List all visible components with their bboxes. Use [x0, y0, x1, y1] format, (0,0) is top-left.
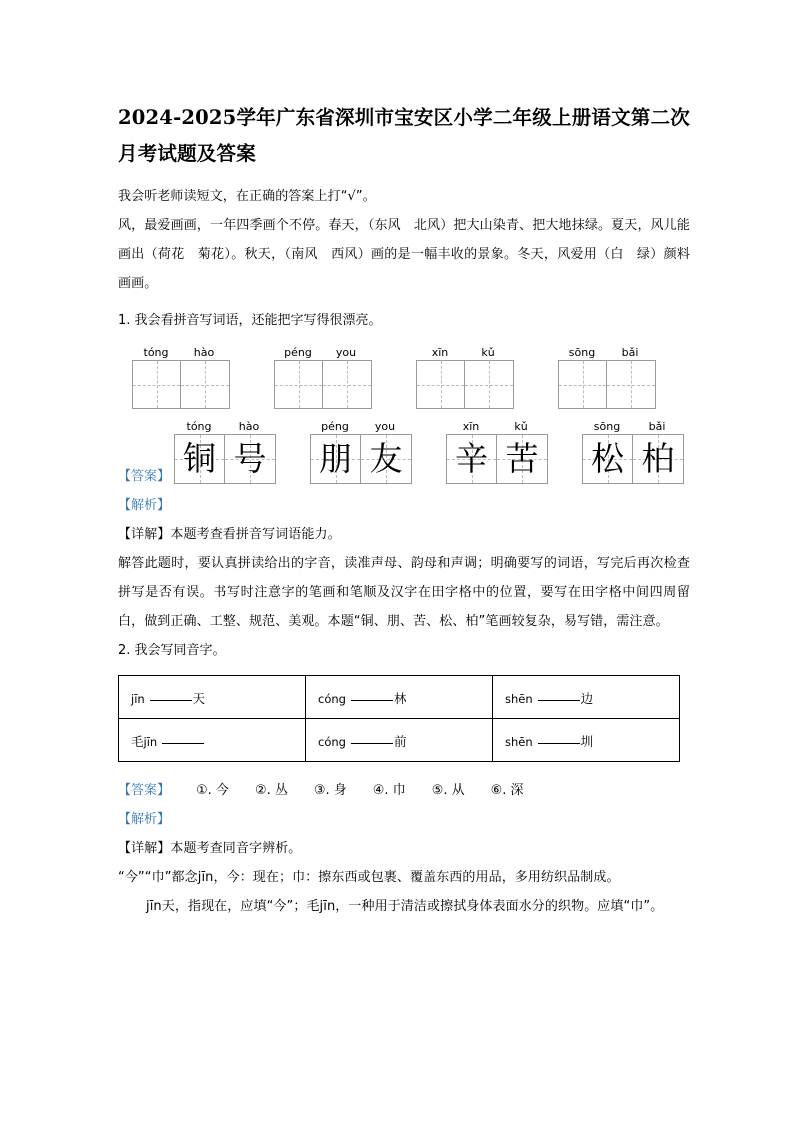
tianzige-grid	[416, 360, 514, 409]
word-block	[446, 419, 548, 484]
pinyin-syllable: bǎi	[621, 346, 639, 359]
grid-character: 友	[369, 438, 403, 478]
cell-pinyin: shēn	[505, 734, 533, 749]
word-block	[132, 345, 230, 409]
grid-character: 号	[233, 438, 267, 478]
tianzige-cell[interactable]	[465, 361, 513, 408]
answer-item: ④. 巾	[372, 783, 406, 798]
tianzige-grid	[174, 434, 276, 484]
pinyin-pair	[558, 345, 656, 360]
pinyin-blank-grid-row	[118, 345, 690, 409]
analysis-label: 【解析】	[118, 812, 171, 827]
pinyin-syllable: kǔ	[481, 346, 495, 359]
word-block	[274, 345, 372, 409]
tianzige-grid	[558, 360, 656, 409]
grid-character: 辛	[455, 438, 488, 478]
pinyin-pair	[310, 419, 412, 434]
question-2-answer-row	[118, 776, 690, 805]
question-2-detail: 【详解】本题考查同音字辨析。	[118, 841, 302, 856]
cell-prefix: 毛	[131, 733, 144, 749]
blank-underline[interactable]	[150, 688, 192, 701]
blank-underline[interactable]	[538, 731, 580, 744]
answer-items	[196, 776, 524, 805]
table-row	[119, 676, 680, 719]
reading-passage: 风，最爱画画，一年四季画个不停。春天，（东风 北风）把大山染青、把大地抹绿。夏天，风儿能画出（荷花 菊花）。秋天，（南风 西风）画的是一幅丰收的景象。冬天，风爱用（白 绿）颜料画画。	[118, 218, 690, 291]
cell-suffix: 前	[393, 733, 407, 749]
question-1-analysis-label-row	[118, 491, 690, 520]
answer-item: ②. 丛	[254, 783, 288, 798]
grid-character	[465, 361, 513, 408]
question-1-text: 我会看拼音写词语，还能把字写得很漂亮。	[134, 313, 382, 328]
pinyin-pair	[174, 419, 276, 434]
question-1-explanation: 解答此题时，要认真拼读给出的字音，读准声母、韵母和声调；明确要写的词语，写完后再次检查拼写是否有误。书写时注意字的笔画和笔顺及汉字在田字格中的位置，要写在田字格中间四周留白，做到正确、工整、规范、美观。本题“铜、朋、苦、松、柏”笔画较复杂，易写错，需注意。	[118, 556, 690, 629]
homophone-table	[118, 675, 680, 762]
pinyin-syllable: you	[374, 420, 396, 433]
answer-item: ③. 身	[313, 783, 347, 798]
tianzige-cell	[583, 435, 633, 483]
grid-character: 柏	[641, 438, 675, 478]
question-2-analysis-label-row	[118, 805, 690, 834]
grid-character	[417, 361, 464, 408]
question-1-stem	[118, 306, 690, 335]
grid-character	[559, 361, 606, 408]
pinyin-syllable: kǔ	[514, 420, 528, 433]
pinyin-pair	[446, 419, 548, 434]
grid-character: 铜	[183, 438, 216, 478]
cell-pinyin: cóng	[318, 691, 346, 706]
grid-character	[133, 361, 180, 408]
grid-character	[181, 361, 229, 408]
grid-character: 苦	[505, 438, 539, 478]
pinyin-syllable: tóng	[143, 346, 169, 359]
table-cell[interactable]	[306, 676, 493, 719]
table-cell[interactable]	[119, 676, 306, 719]
tianzige-grid	[132, 360, 230, 409]
grid-character: 朋	[319, 438, 352, 478]
word-block	[310, 419, 412, 484]
listening-prompt: 我会听老师读短文，在正确的答案上打“√”。	[118, 189, 376, 204]
pinyin-syllable: sōng	[593, 420, 621, 433]
word-block	[558, 345, 656, 409]
pinyin-pair	[582, 419, 684, 434]
tianzige-cell	[497, 435, 547, 483]
pinyin-syllable: péng	[284, 346, 312, 359]
tianzige-grid	[446, 434, 548, 484]
pinyin-syllable: tóng	[186, 420, 212, 433]
tianzige-cell	[225, 435, 275, 483]
cell-suffix: 边	[580, 690, 594, 706]
table-cell[interactable]	[493, 676, 680, 719]
tianzige-grid	[310, 434, 412, 484]
cell-pinyin: jīn	[131, 691, 145, 706]
pinyin-pair	[416, 345, 514, 360]
blank-underline[interactable]	[162, 731, 204, 744]
tianzige-cell[interactable]	[559, 361, 607, 408]
word-block	[416, 345, 514, 409]
grid-character	[607, 361, 655, 408]
pinyin-pair	[274, 345, 372, 360]
cell-suffix: 林	[393, 690, 407, 706]
word-block	[174, 419, 276, 484]
pinyin-pair	[132, 345, 230, 360]
tianzige-grid	[582, 434, 684, 484]
tianzige-cell[interactable]	[417, 361, 465, 408]
tianzige-grid	[274, 360, 372, 409]
spacer	[118, 298, 690, 306]
answer-item: ⑤. 从	[431, 783, 465, 798]
answer-item: ⑥. 深	[490, 783, 524, 798]
answer-label: 【答案】	[118, 469, 171, 484]
cell-pinyin: shēn	[505, 691, 533, 706]
cell-pinyin: cóng	[318, 734, 346, 749]
table-cell[interactable]	[306, 719, 493, 762]
tianzige-cell	[447, 435, 497, 483]
pinyin-syllable: hào	[193, 346, 215, 359]
question-2-number: 2.	[118, 643, 131, 658]
word-block	[582, 419, 684, 484]
cell-pinyin: jīn	[143, 734, 158, 749]
answer-label: 【答案】	[118, 783, 171, 798]
blank-underline[interactable]	[351, 688, 393, 701]
cell-suffix: 圳	[580, 733, 594, 749]
pinyin-syllable: xīn	[462, 420, 480, 433]
tianzige-cell[interactable]	[275, 361, 323, 408]
tianzige-cell	[633, 435, 683, 483]
tianzige-cell[interactable]	[181, 361, 229, 408]
grid-character	[323, 361, 371, 408]
table-cell[interactable]	[119, 719, 306, 762]
question-2-explanation-1: “今”“巾”都念jīn，今：现在；巾：擦东西或包裹、覆盖东西的用品，多用纺织品制成。	[118, 870, 620, 885]
table-row	[119, 719, 680, 762]
pinyin-syllable: sōng	[568, 346, 596, 359]
pinyin-syllable: bǎi	[648, 420, 666, 433]
question-2-stem	[118, 636, 690, 665]
tianzige-cell	[175, 435, 225, 483]
pinyin-syllable: péng	[321, 420, 349, 433]
tianzige-cell	[311, 435, 361, 483]
grid-character: 松	[591, 438, 624, 478]
blank-underline[interactable]	[538, 688, 580, 701]
pinyin-syllable: you	[335, 346, 357, 359]
pinyin-syllable: hào	[238, 420, 260, 433]
tianzige-cell[interactable]	[607, 361, 655, 408]
answer-item: ①. 今	[196, 783, 229, 798]
tianzige-cell[interactable]	[133, 361, 181, 408]
analysis-label: 【解析】	[118, 498, 171, 513]
question-1-number: 1.	[118, 313, 131, 328]
table-cell[interactable]	[493, 719, 680, 762]
pinyin-answer-grid-row	[118, 419, 690, 484]
grid-character	[275, 361, 322, 408]
blank-underline[interactable]	[351, 731, 393, 744]
tianzige-cell[interactable]	[323, 361, 371, 408]
page-title: 2024-2025学年广东省深圳市宝安区小学二年级上册语文第二次月考试题及答案	[118, 106, 690, 165]
spacer	[118, 762, 690, 776]
question-2-text: 我会写同音字。	[134, 643, 226, 658]
question-2-explanation-2: jīn天，指现在，应填“今”；毛jīn，一种用于清洁或擦拭身体表面水分的织物。应填“巾”。	[146, 899, 664, 914]
question-1-detail: 【详解】本题考查看拼音写词语能力。	[118, 527, 341, 542]
pinyin-syllable: xīn	[431, 346, 449, 359]
tianzige-cell	[361, 435, 411, 483]
cell-suffix: 天	[192, 690, 206, 706]
